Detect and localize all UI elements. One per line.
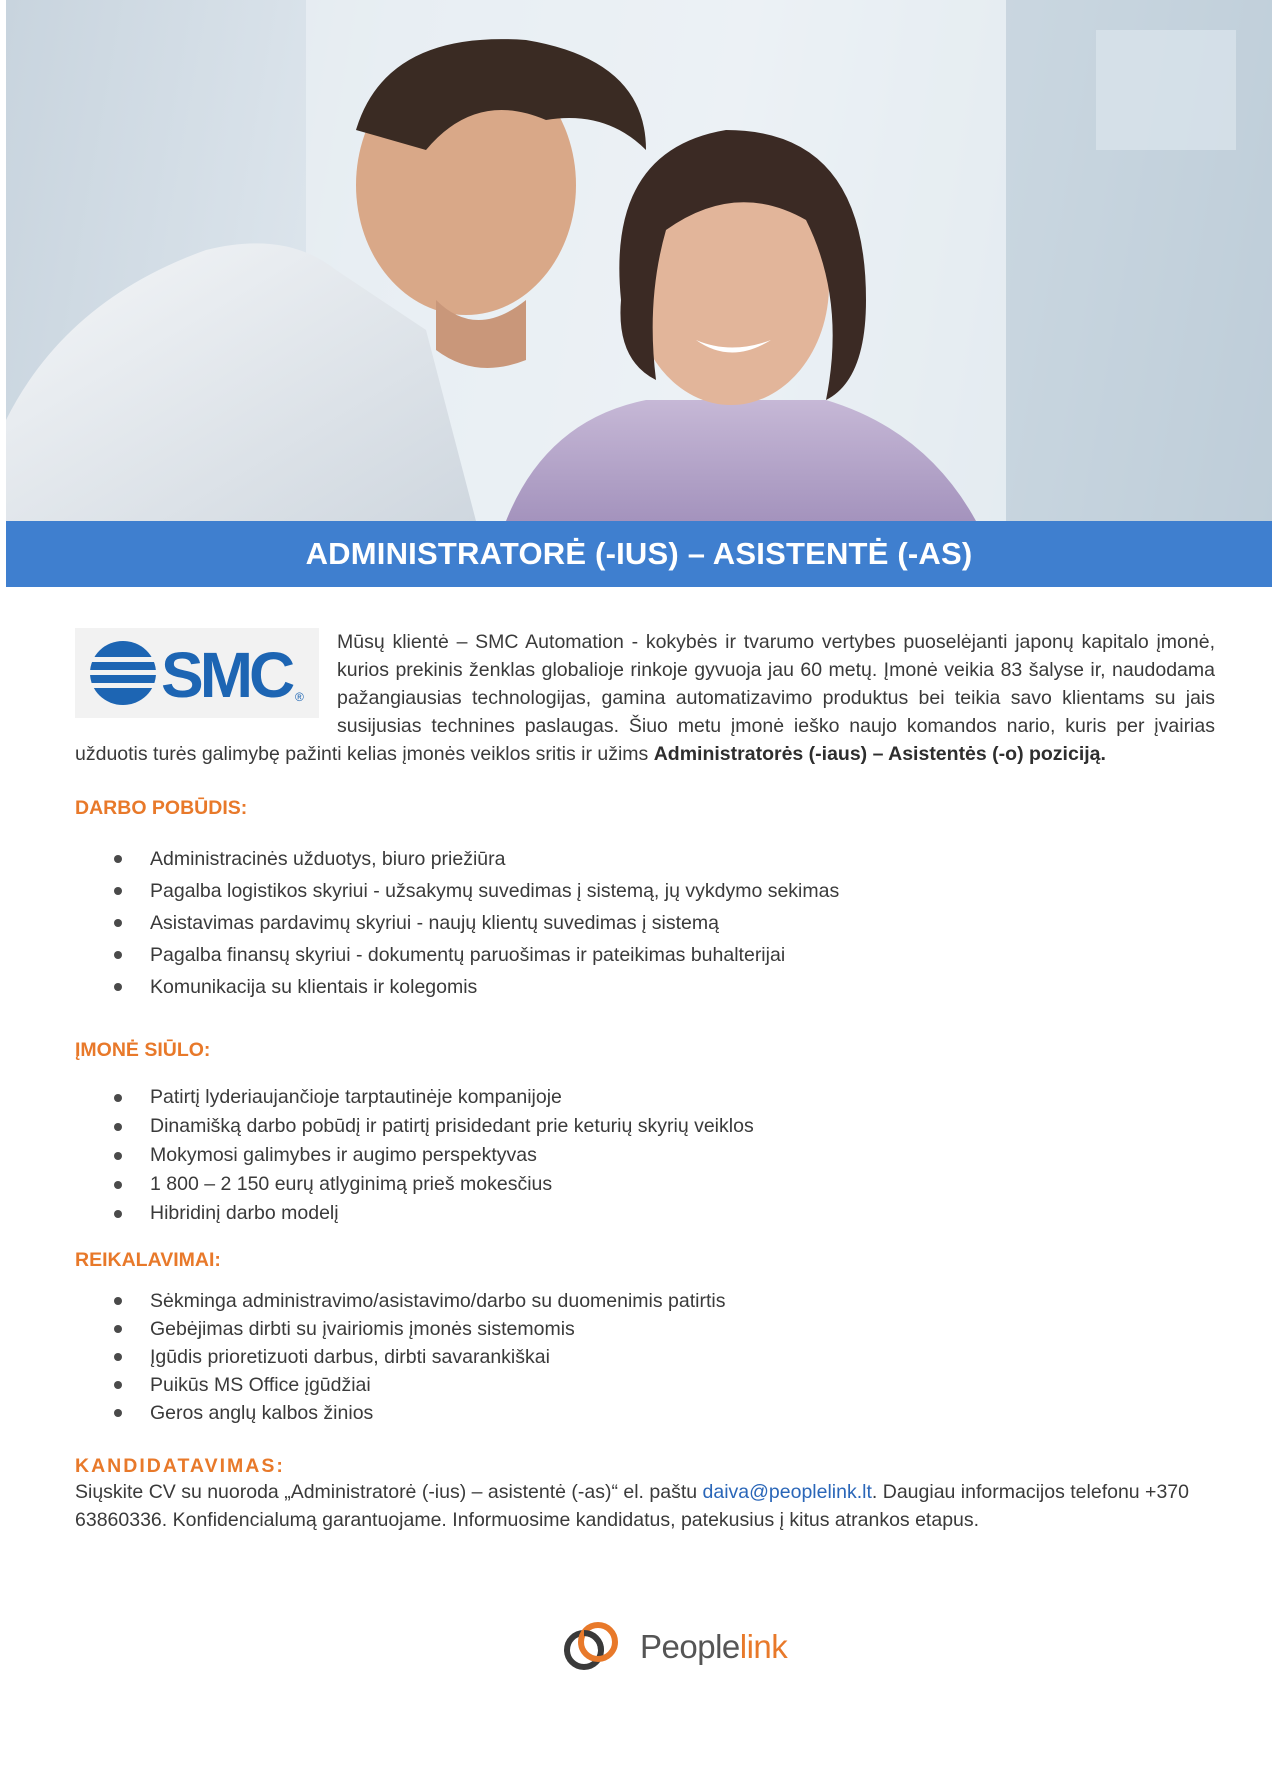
list-item: Puikūs MS Office įgūdžiai (75, 1371, 1215, 1399)
bullet-icon (114, 887, 122, 895)
requirements-list (75, 1287, 1215, 1427)
list-item: Hibridinį darbo modelį (75, 1199, 1215, 1228)
bullet-icon (114, 1381, 122, 1389)
job-title: ADMINISTRATORĖ (-IUS) – ASISTENTĖ (-AS) (305, 536, 973, 571)
list-item: Administracinės užduotys, biuro priežiūra (75, 843, 1215, 875)
smc-logo (75, 628, 319, 718)
section-title-apply: KANDIDATAVIMAS: (75, 1455, 285, 1477)
smc-logo-mark (87, 637, 307, 709)
bullet-icon (114, 1409, 122, 1417)
intro-text: Mūsų klientė – SMC Automation - kokybės ir tvarumo vertybes puoselėjanti japonų kapitalo įmonė, kurios prekinis ženklas globalioje rinkoje gyvuoja jau 60 metų. Įmonė veikia 83 šalyse ir, naudodama pažangiausias technologijas, gamina automatizavimo produktus bei teikia savo klientams su jais susijusias technines paslaugas. Šiuo metu įmonė ieško naujo komandos nario, kuris per įvairias užduotis turės galimybę pažinti kelias įmonės veiklos sritis ir užims (75, 631, 1215, 765)
offers-list (75, 1083, 1215, 1228)
list-item: Dinamišką darbo pobūdį ir patirtį prisidedant prie keturių skyrių veiklos (75, 1112, 1215, 1141)
section-title-requirements: REIKALAVIMAI: (75, 1249, 221, 1271)
list-item: Patirtį lyderiaujančioje tarptautinėje kompanijoje (75, 1083, 1215, 1112)
list-item: Geros anglų kalbos žinios (75, 1399, 1215, 1427)
peoplelink-logo (558, 1612, 787, 1682)
bullet-icon (114, 951, 122, 959)
list-item: Gebėjimas dirbti su įvairiomis įmonės sistemomis (75, 1315, 1215, 1343)
peoplelink-logo-text: Peoplelink (640, 1628, 788, 1665)
list-item: Sėkminga administravimo/asistavimo/darbo su duomenimis patirtis (75, 1287, 1215, 1315)
bullet-icon (114, 1181, 122, 1189)
peoplelink-logo-icon (558, 1614, 624, 1680)
smc-logo-text: SMC (161, 639, 292, 709)
bullet-icon (114, 1210, 122, 1218)
list-item: Pagalba logistikos skyriui - užsakymų suvedimas į sistemą, jų vykdymo sekimas (75, 875, 1215, 907)
bullet-icon (114, 919, 122, 927)
bullet-icon (114, 1297, 122, 1305)
section-title-offers: ĮMONĖ SIŪLO: (75, 1039, 211, 1061)
list-item: Įgūdis prioretizuoti darbus, dirbti savarankiškai (75, 1343, 1215, 1371)
list-item: Pagalba finansų skyriui - dokumentų paruošimas ir pateikimas buhalterijai (75, 939, 1215, 971)
list-item: Mokymosi galimybes ir augimo perspektyvas (75, 1141, 1215, 1170)
bullet-icon (114, 855, 122, 863)
work-list (75, 843, 1215, 1003)
email-link[interactable]: daiva@peoplelink.lt (702, 1481, 872, 1503)
list-item: 1 800 – 2 150 eurų atlyginimą prieš mokesčius (75, 1170, 1215, 1199)
bullet-icon (114, 983, 122, 991)
section-title-work: DARBO POBŪDIS: (75, 797, 248, 819)
hero-illustration (6, 0, 1272, 521)
bullet-icon (114, 1325, 122, 1333)
job-description (75, 628, 1215, 1534)
bullet-icon (114, 1123, 122, 1131)
registered-mark: ® (295, 690, 304, 704)
bullet-icon (114, 1152, 122, 1160)
bullet-icon (114, 1353, 122, 1361)
title-banner (6, 521, 1272, 587)
bullet-icon (114, 1094, 122, 1102)
list-item: Asistavimas pardavimų skyriui - naujų klientų suvedimas į sistemą (75, 907, 1215, 939)
apply-paragraph: Siųskite CV su nuoroda „Administratorė (-ius) – asistentė (-as)“ el. paštu daiva@peoplelink.lt. Daugiau informacijos telefonu +370 63860336. Konfidencialumą garantuojame. Informuosime kandidatus, patekusius į kitus atrankos etapus. (75, 1481, 1189, 1531)
intro-position: Administratorės (-iaus) – Asistentės (-o) poziciją. (653, 743, 1106, 765)
list-item: Komunikacija su klientais ir kolegomis (75, 971, 1215, 1003)
hero-photo (6, 0, 1272, 521)
